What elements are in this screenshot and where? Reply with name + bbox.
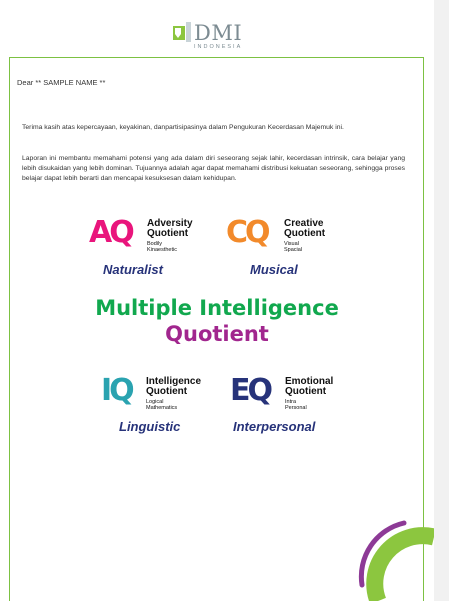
cq-letters: CQ [226, 215, 268, 250]
intro-paragraph: Terima kasih atas kepercayaan, keyakinan, danpartisipasinya dalam Pengukuran Kecerdasan Majemuk ini. [22, 124, 344, 131]
eq-block [230, 375, 360, 437]
cq-sub2: Spacial [284, 247, 303, 253]
title-line1: Multiple Intelligence [95, 296, 339, 320]
cq-intelligence-name: Musical [250, 262, 298, 277]
aq-line2: Quotient [147, 228, 189, 239]
dmi-logo [172, 20, 262, 52]
eq-sub2: Personal [285, 405, 307, 411]
logo-text: DMI [194, 21, 243, 45]
description-paragraph: Laporan ini membantu memahami potensi yang ada dalam diri seseorang sejak lahir, kecerdasan intrinsik, cara belajar yang lebih disukaidan yang lebih dominan. Tujuannya adalah agar dapat memahami distribusi kekuatan seseorang, sehingga proses belajar dapat lebih berarti dan mencapai kesuksesan dalam kehidupan. [22, 155, 405, 182]
iq-sub1: Logical [146, 399, 164, 405]
eq-line1: Emotional [285, 376, 334, 387]
decorative-arc-graphic [350, 515, 434, 601]
cq-line1: Creative [284, 218, 324, 229]
greeting: Dear ** SAMPLE NAME ** [17, 78, 106, 87]
logo-mark-icon [172, 22, 192, 44]
title-line2: Quotient [165, 322, 269, 346]
aq-line1: Adversity [147, 218, 193, 229]
iq-intelligence-name: Linguistic [119, 419, 181, 434]
eq-intelligence-name: Interpersonal [233, 419, 316, 434]
iq-block [101, 375, 221, 437]
iq-letters: IQ [101, 373, 132, 408]
eq-letters: EQ [230, 373, 270, 408]
aq-letters: AQ [89, 215, 132, 250]
aq-sub1: Bodily [147, 241, 162, 247]
iq-line1: Intelligence [146, 376, 202, 387]
cq-block [226, 217, 346, 279]
scrollbar[interactable] [434, 0, 449, 601]
aq-block [89, 217, 209, 279]
iq-line2: Quotient [146, 386, 188, 397]
eq-sub1: Intra [285, 399, 297, 405]
aq-intelligence-name: Naturalist [103, 262, 163, 277]
cq-sub1: Visual [284, 241, 299, 247]
iq-sub2: Mathematics [146, 405, 178, 411]
aq-sub2: Kinaesthetic [147, 247, 177, 253]
eq-line2: Quotient [285, 386, 327, 397]
logo-subtext: INDONESIA [194, 44, 243, 50]
cq-line2: Quotient [284, 228, 326, 239]
